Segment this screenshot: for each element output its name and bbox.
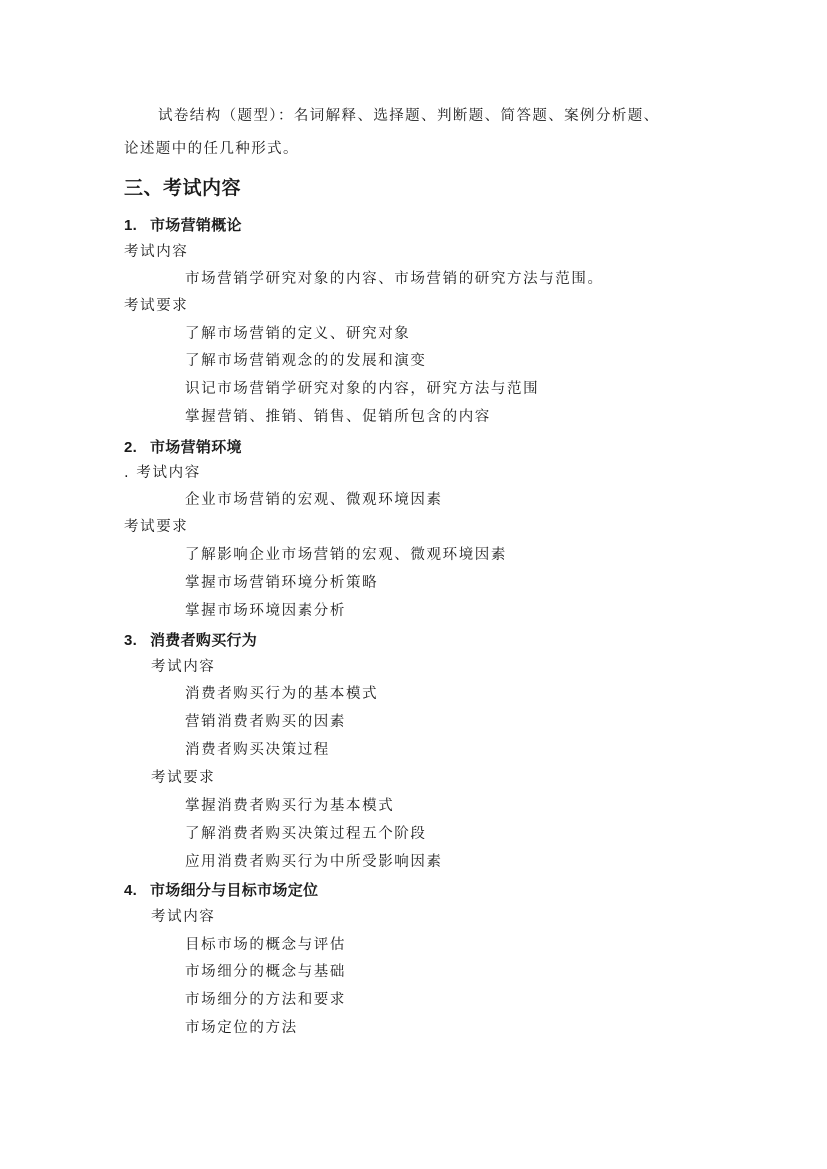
chapter-number: 2. bbox=[124, 439, 138, 456]
chapter-3-requirement-item: 掌握消费者购买行为基本模式 bbox=[185, 798, 395, 814]
chapter-1-content-item: 市场营销学研究对象的内容、市场营销的研究方法与范围。 bbox=[185, 271, 604, 287]
chapter-2-requirement-item: 掌握市场环境因素分析 bbox=[185, 603, 346, 619]
chapter-3-content-item: 营销消费者购买的因素 bbox=[185, 714, 346, 730]
chapter-3-content-label: 考试内容 bbox=[151, 659, 216, 675]
chapter-1-requirement-item: 掌握营销、推销、销售、促销所包含的内容 bbox=[185, 409, 491, 425]
chapter-title: 市场营销环境 bbox=[150, 438, 242, 456]
chapter-4-content-item: 市场细分的概念与基础 bbox=[185, 964, 346, 980]
chapter-2-requirement-item: 掌握市场营销环境分析策略 bbox=[185, 575, 379, 591]
chapter-1-content-label: 考试内容 bbox=[124, 244, 189, 260]
chapter-4-content-label: 考试内容 bbox=[151, 909, 216, 925]
chapter-title: 消费者购买行为 bbox=[150, 631, 258, 649]
chapter-1-requirement-item: 识记市场营销学研究对象的内容，研究方法与范围 bbox=[185, 381, 540, 397]
chapter-2-content-item: 企业市场营销的宏观、微观环境因素 bbox=[185, 492, 443, 508]
chapter-2-requirement-label: 考试要求 bbox=[124, 519, 189, 535]
chapter-4-heading bbox=[124, 880, 318, 901]
chapter-1-requirement-item: 了解市场营销观念的的发展和演变 bbox=[185, 353, 427, 369]
chapter-title: 市场营销概论 bbox=[150, 216, 242, 234]
chapter-2-content-label: . 考试内容 bbox=[124, 465, 201, 481]
chapter-1-heading bbox=[124, 215, 242, 236]
chapter-1-requirement-item: 了解市场营销的定义、研究对象 bbox=[185, 326, 411, 342]
chapter-4-content-item: 目标市场的概念与评估 bbox=[185, 937, 346, 953]
intro-line-2: 论述题中的任几种形式。 bbox=[124, 141, 299, 157]
chapter-3-requirement-label: 考试要求 bbox=[151, 770, 216, 786]
chapter-title: 市场细分与目标市场定位 bbox=[150, 881, 319, 899]
chapter-3-requirement-item: 了解消费者购买决策过程五个阶段 bbox=[185, 826, 427, 842]
chapter-4-content-item: 市场细分的方法和要求 bbox=[185, 992, 346, 1008]
chapter-2-requirement-item: 了解影响企业市场营销的宏观、微观环境因素 bbox=[185, 547, 507, 563]
intro-line-1: 试卷结构（题型）：名词解释、选择题、判断题、简答题、案例分析题、 bbox=[158, 108, 660, 124]
chapter-3-content-item: 消费者购买决策过程 bbox=[185, 742, 330, 758]
chapter-4-content-item: 市场定位的方法 bbox=[185, 1020, 298, 1036]
chapter-number: 3. bbox=[124, 632, 138, 649]
chapter-3-content-item: 消费者购买行为的基本模式 bbox=[185, 686, 379, 702]
chapter-2-heading bbox=[124, 437, 242, 458]
chapter-number: 1. bbox=[124, 217, 138, 234]
chapter-number: 4. bbox=[124, 882, 138, 899]
chapter-3-heading bbox=[124, 630, 257, 651]
chapter-3-requirement-item: 应用消费者购买行为中所受影响因素 bbox=[185, 854, 443, 870]
section-title: 三、考试内容 bbox=[124, 177, 242, 199]
chapter-1-requirement-label: 考试要求 bbox=[124, 298, 189, 314]
